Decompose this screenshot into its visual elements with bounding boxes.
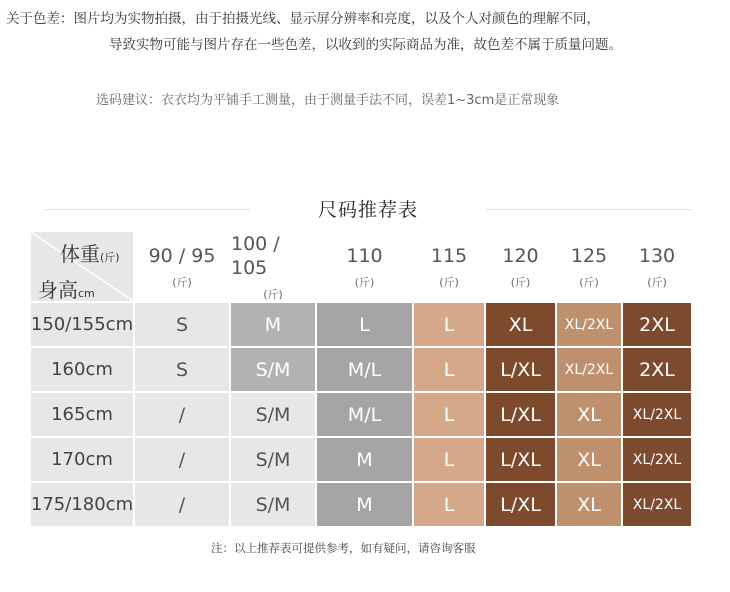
height-label: 165cm (31, 393, 133, 436)
size-cell: / (135, 438, 229, 481)
weight-value: 120 (502, 244, 539, 267)
table-row (31, 348, 691, 391)
corner-weight-label (60, 238, 120, 267)
table-title: 尺码推荐表 (317, 199, 418, 221)
size-cell: S/M (231, 483, 315, 526)
table-row (31, 438, 691, 481)
weight-unit: (斤) (263, 287, 283, 301)
size-cell: / (135, 483, 229, 526)
weight-unit: (斤) (172, 275, 192, 289)
size-cell: / (135, 393, 229, 436)
size-cell: S (135, 348, 229, 391)
size-cell: XL (557, 438, 621, 481)
size-cell: XL (557, 483, 621, 526)
size-cell: 2XL (623, 303, 691, 346)
weight-value: 115 (430, 244, 468, 267)
weight-header (486, 232, 555, 301)
corner-weight-text: 体重 (60, 242, 100, 266)
weight-unit: (斤) (439, 275, 459, 289)
table-title-row (44, 195, 692, 225)
size-cell: M/L (317, 393, 412, 436)
height-label: 150/155cm (31, 303, 133, 346)
size-cell: L/XL (486, 348, 555, 391)
corner-height-label (38, 274, 95, 301)
table-header-row (31, 232, 691, 301)
size-cell: S/M (231, 438, 315, 481)
size-cell: M/L (317, 348, 412, 391)
size-cell: L (414, 483, 484, 526)
weight-header (317, 232, 412, 301)
table-footnote: 注：以上推荐表可提供参考，如有疑问，请咨询客服 (211, 541, 476, 555)
size-cell: S/M (231, 393, 315, 436)
size-cell: L/XL (486, 483, 555, 526)
weight-unit: (斤) (647, 275, 667, 289)
size-cell: L (414, 348, 484, 391)
size-cell: M (231, 303, 315, 346)
size-cell: L (414, 393, 484, 436)
table-row (31, 303, 691, 346)
weight-value: 100 / 105 (231, 232, 280, 279)
size-cell: XL/2XL (623, 438, 691, 481)
size-cell: S (135, 303, 229, 346)
size-cell: XL (486, 303, 555, 346)
size-cell: XL/2XL (623, 393, 691, 436)
height-label: 175/180cm (31, 483, 133, 526)
size-recommendation-table (31, 232, 691, 526)
corner-height-text: 身高 (38, 278, 78, 301)
size-cell: M (317, 438, 412, 481)
size-cell: L (317, 303, 412, 346)
weight-header (135, 232, 229, 301)
size-cell: XL/2XL (623, 483, 691, 526)
notice-line-1: 关于色差：图片均为实物拍摄，由于拍摄光线、显示屏分辨率和亮度，以及个人对颜色的理解不同， (6, 11, 600, 27)
weight-unit: (斤) (354, 275, 375, 289)
table-row (31, 393, 691, 436)
corner-cell (31, 232, 133, 301)
weight-header (623, 232, 691, 301)
size-selection-tip: 选码建议：衣衣均为平铺手工测量，由于测量手法不同，误差1~3cm是正常现象 (96, 93, 560, 108)
size-cell: XL/2XL (557, 303, 621, 346)
corner-weight-unit: (斤) (100, 251, 120, 264)
size-cell: 2XL (623, 348, 691, 391)
size-cell: L (414, 303, 484, 346)
size-cell: S/M (231, 348, 315, 391)
size-cell: L/XL (486, 393, 555, 436)
weight-header (557, 232, 621, 301)
weight-unit: (斤) (579, 275, 599, 289)
table-row (31, 483, 691, 526)
height-label: 170cm (31, 438, 133, 481)
weight-value: 130 (638, 244, 676, 267)
weight-header (231, 232, 315, 301)
weight-header (414, 232, 484, 301)
title-divider-right (486, 209, 692, 210)
size-cell: XL/2XL (557, 348, 621, 391)
weight-value: 125 (570, 244, 608, 267)
weight-value: 90 / 95 (148, 244, 216, 267)
size-cell: L/XL (486, 438, 555, 481)
size-cell: M (317, 483, 412, 526)
color-difference-notice (6, 6, 726, 58)
weight-value: 110 (346, 244, 383, 267)
size-cell: XL (557, 393, 621, 436)
height-label: 160cm (31, 348, 133, 391)
size-cell: L (414, 438, 484, 481)
notice-line-2: 导致实物可能与图片存在一些色差，以收到的实际商品为准，故色差不属于质量问题。 (109, 37, 622, 53)
weight-unit: (斤) (510, 275, 531, 289)
corner-height-unit: cm (78, 287, 95, 300)
